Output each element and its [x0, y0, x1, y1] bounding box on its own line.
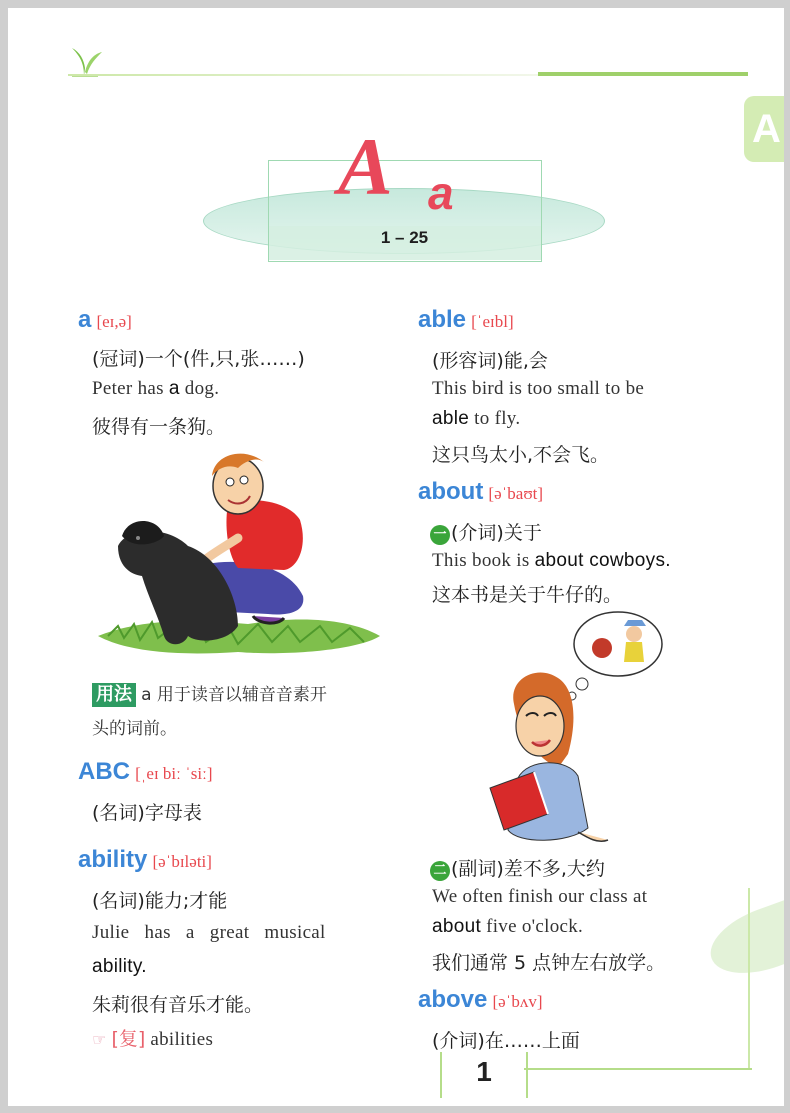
headword: a: [78, 306, 92, 333]
entry-about: [418, 478, 543, 506]
header-rule: [68, 74, 538, 76]
headword: above: [418, 986, 488, 1013]
entry-abc: [78, 758, 213, 786]
entry-ability: [78, 846, 212, 874]
headword: ability: [78, 846, 148, 873]
dictionary-page: [8, 8, 784, 1106]
sense-2-example-cn: 我们通常 5 点钟左右放学。: [432, 952, 666, 974]
sense-1-definition: 一 (介词)关于: [430, 518, 542, 545]
example-en-line2: ability.: [92, 956, 147, 977]
pointing-hand-icon: ☞: [92, 1030, 107, 1049]
sense-2-badge: 二: [430, 861, 450, 881]
footer-rule-vertical: [748, 888, 750, 1070]
entry-above: [418, 986, 543, 1014]
sense-2-example-en-line1: We often finish our class at: [432, 886, 648, 907]
plural-word: abilities: [150, 1029, 214, 1050]
girl-reading-illustration: [478, 608, 678, 848]
pronunciation: [ˌeɪ biː ˈsiː]: [135, 764, 213, 783]
example-en-line1: Julie has a great musical: [92, 922, 326, 943]
pronunciation: [əˈbʌv]: [492, 992, 543, 1011]
headword: able: [418, 306, 467, 333]
sense-1-badge: 一: [430, 525, 450, 545]
title-lowercase: a: [428, 167, 454, 219]
example-en-line2: able to fly.: [432, 408, 521, 429]
plural-form: [92, 1024, 213, 1051]
usage-line1: a 用于读音以辅音音素开: [141, 685, 327, 705]
sprout-icon: [64, 38, 104, 78]
page-range: 1 – 25: [380, 228, 429, 247]
definition: (名词)能力;才能: [92, 890, 228, 912]
headword: ABC: [78, 758, 130, 785]
section-tab[interactable]: A: [744, 96, 784, 162]
sense-2-example-en-line2: about five o'clock.: [432, 916, 584, 937]
usage-note: [92, 680, 327, 707]
example-cn: 这只鸟太小,不会飞。: [432, 444, 610, 466]
sense-1-example-en: This book is about cowboys.: [432, 550, 671, 571]
headword: about: [418, 478, 484, 505]
page-number: 1: [476, 1056, 492, 1087]
title-uppercase: A: [338, 121, 393, 212]
example-en-line1: This bird is too small to be: [432, 378, 645, 399]
pronunciation: [əˈbaʊt]: [488, 484, 544, 503]
header-accent-bar: [538, 72, 748, 76]
usage-line2: 头的词前。: [92, 719, 177, 739]
sense-1-example-cn: 这本书是关于牛仔的。: [432, 584, 623, 606]
sense-2-definition: 二 (副词)差不多,大约: [430, 854, 605, 881]
corner-swoosh: [701, 889, 784, 986]
entry-able: [418, 306, 514, 334]
definition: (冠词)一个(件,只,张……): [92, 348, 305, 370]
usage-tag: 用法: [92, 683, 136, 707]
definition: (介词)在……上面: [432, 1030, 580, 1052]
pronunciation: [ˈeɪbl]: [471, 312, 514, 331]
example-en: Peter has a dog.: [92, 378, 220, 399]
example-cn: 彼得有一条狗。: [92, 416, 226, 438]
definition: (名词)字母表: [92, 802, 202, 824]
plural-label: [复]: [111, 1028, 146, 1050]
entry-a: [78, 306, 132, 334]
boy-with-dog-illustration: [88, 446, 388, 666]
definition: (形容词)能,会: [432, 350, 548, 372]
footer-rule: [524, 1068, 752, 1070]
example-cn: 朱莉很有音乐才能。: [92, 994, 264, 1016]
pronunciation: [əˈbɪləti]: [152, 852, 212, 871]
pronunciation: [eɪ,ə]: [96, 312, 132, 331]
